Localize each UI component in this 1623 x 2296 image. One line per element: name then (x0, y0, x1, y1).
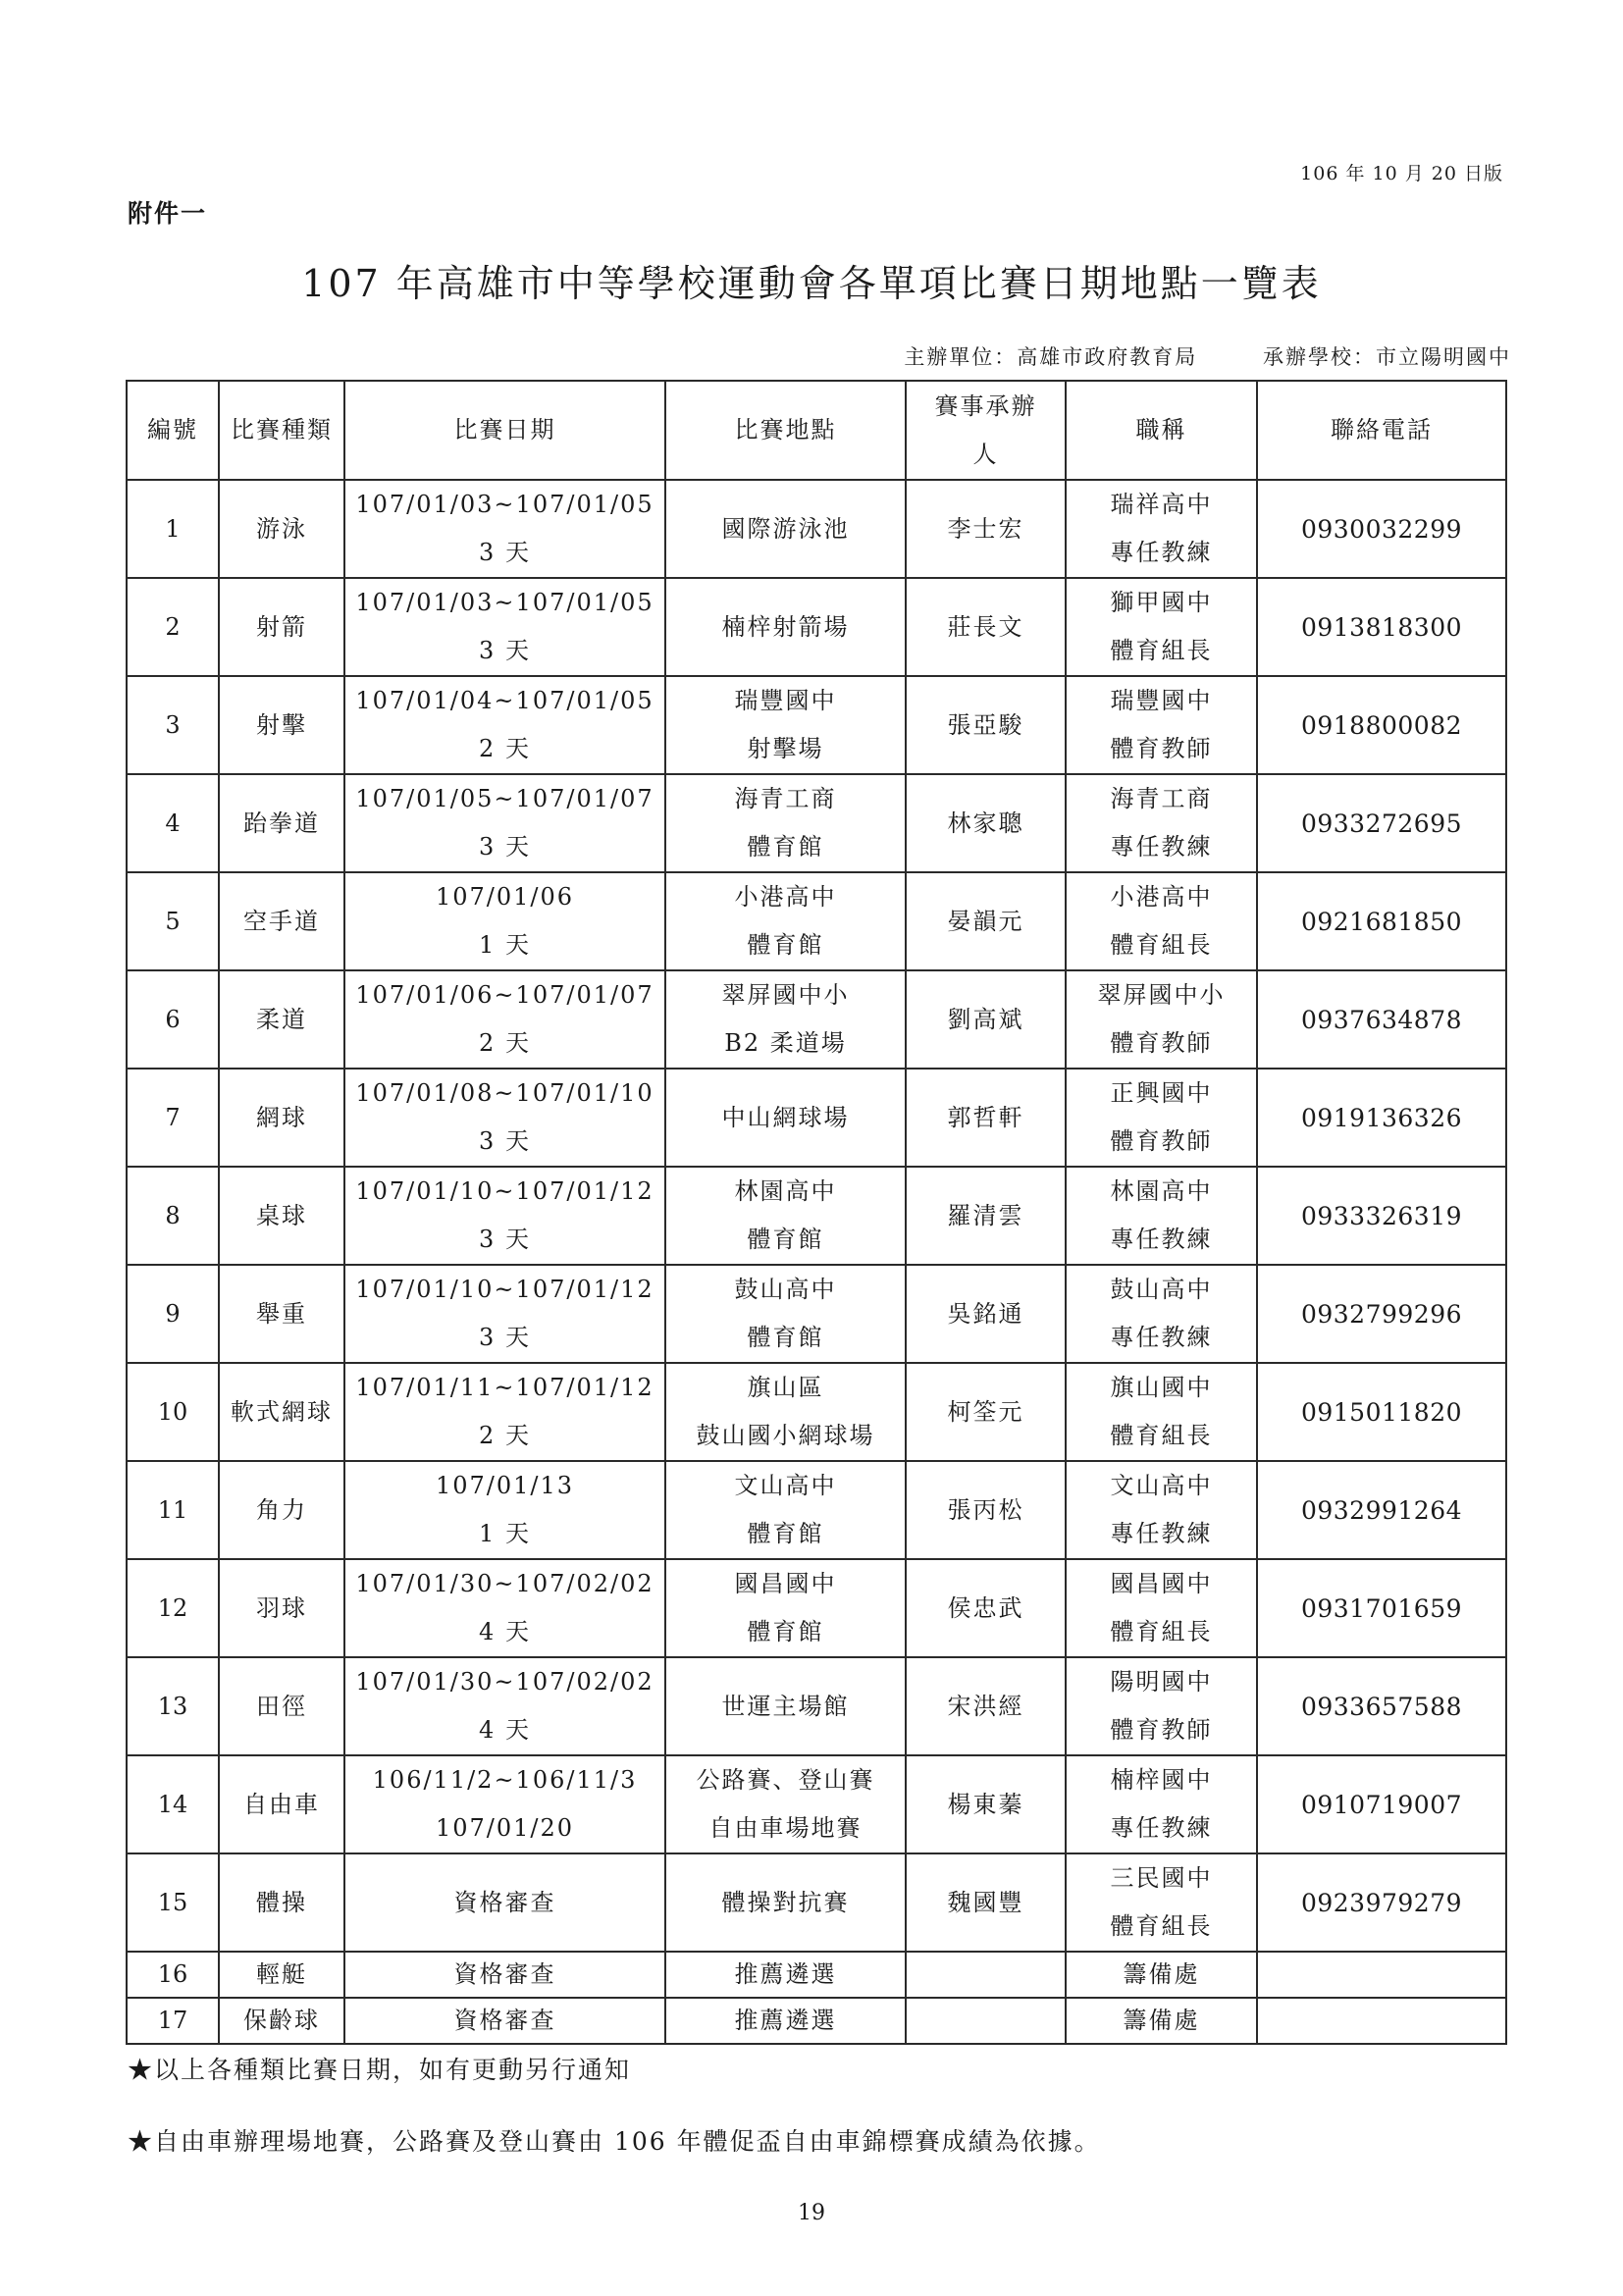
cell-sport: 自由車 (219, 1755, 344, 1853)
table-row (127, 1363, 1506, 1461)
cell-date-line1: 107/01/05~107/01/07 (355, 785, 654, 812)
cell-title (1066, 1755, 1257, 1853)
cell-title-line2: 體育組長 (1110, 637, 1213, 664)
cell-title-line2: 體育組長 (1110, 1618, 1213, 1645)
cell-venue: 推薦遴選 (665, 1952, 906, 1998)
cell-contact: 劉高斌 (906, 970, 1066, 1069)
cell-phone: 0932799296 (1257, 1265, 1506, 1363)
cell-date-line2: 3 天 (479, 637, 531, 664)
cell-date-line1: 107/01/10~107/01/12 (355, 1177, 654, 1205)
cell-title-line2: 專任教練 (1110, 1814, 1213, 1842)
cell-venue-line1: 國昌國中 (734, 1570, 837, 1597)
cell-contact: 柯筌元 (906, 1363, 1066, 1461)
cell-date (344, 1657, 665, 1755)
cell-date-line1: 107/01/08~107/01/10 (355, 1079, 654, 1107)
cell-sport: 體操 (219, 1853, 344, 1952)
cell-phone (1257, 1952, 1506, 1998)
cell-sport: 柔道 (219, 970, 344, 1069)
cell-venue-line2: 鼓山國小網球場 (696, 1422, 875, 1449)
cell-sport: 輕艇 (219, 1952, 344, 1998)
cell-num: 4 (127, 774, 219, 872)
cell-date (344, 1265, 665, 1363)
cell-title-line1: 翠屏國中小 (1097, 981, 1226, 1009)
cell-venue-line1: 旗山區 (747, 1374, 824, 1401)
table-row (127, 872, 1506, 970)
cell-date-line1: 107/01/13 (435, 1472, 575, 1499)
cell-sport: 桌球 (219, 1167, 344, 1265)
cell-title-line1: 陽明國中 (1110, 1668, 1213, 1696)
cell-contact: 張丙松 (906, 1461, 1066, 1559)
cell-title-line1: 瑞豐國中 (1110, 687, 1213, 714)
cell-phone: 0933326319 (1257, 1167, 1506, 1265)
cell-title-line2: 體育教師 (1110, 1029, 1213, 1057)
table-row (127, 1069, 1506, 1167)
header-title: 職稱 (1066, 381, 1257, 480)
cell-title (1066, 970, 1257, 1069)
page-title: 107 年高雄市中等學校運動會各單項比賽日期地點一覽表 (301, 262, 1322, 305)
cell-date-line2: 2 天 (479, 1422, 531, 1449)
cell-num: 9 (127, 1265, 219, 1363)
page-number: 19 (798, 2201, 825, 2225)
cell-date-line2: 2 天 (479, 1029, 531, 1057)
cell-contact: 魏國豐 (906, 1853, 1066, 1952)
cell-date: 資格審查 (344, 1952, 665, 1998)
cell-date-line1: 107/01/30~107/02/02 (355, 1570, 654, 1597)
header-date: 比賽日期 (344, 381, 665, 480)
cell-venue-line2: 體育館 (747, 1226, 824, 1253)
cell-venue-line2: 體育館 (747, 931, 824, 959)
cell-num: 16 (127, 1952, 219, 1998)
cell-num: 13 (127, 1657, 219, 1755)
cell-venue-line2: 射擊場 (747, 735, 824, 762)
table-row (127, 1657, 1506, 1755)
cell-date (344, 872, 665, 970)
cell-title-line1: 鼓山高中 (1110, 1276, 1213, 1303)
cell-venue-line1: 翠屏國中小 (721, 981, 850, 1009)
cell-sport: 網球 (219, 1069, 344, 1167)
cell-sport: 田徑 (219, 1657, 344, 1755)
cell-phone: 0932991264 (1257, 1461, 1506, 1559)
cell-phone: 0913818300 (1257, 578, 1506, 676)
cell-title-line2: 體育組長 (1110, 1422, 1213, 1449)
attachment-label: 附件一 (128, 199, 208, 228)
cell-venue-line2: 體育館 (747, 1520, 824, 1547)
organizers-line (687, 341, 1511, 371)
cell-title (1066, 1853, 1257, 1952)
cell-contact: 楊東蓁 (906, 1755, 1066, 1853)
table-row (127, 1167, 1506, 1265)
header-sport: 比賽種類 (219, 381, 344, 480)
cell-date (344, 676, 665, 774)
cell-title-line2: 體育教師 (1110, 1716, 1213, 1744)
table-row (127, 676, 1506, 774)
cell-contact: 張亞駿 (906, 676, 1066, 774)
cell-sport: 保齡球 (219, 1998, 344, 2044)
cell-num: 3 (127, 676, 219, 774)
cell-date (344, 1559, 665, 1657)
cell-date-line1: 106/11/2~106/11/3 (372, 1766, 638, 1794)
cell-phone: 0919136326 (1257, 1069, 1506, 1167)
cell-venue (665, 774, 906, 872)
cell-date-line1: 107/01/03~107/01/05 (355, 589, 654, 616)
cell-venue (665, 1461, 906, 1559)
cell-sport: 射擊 (219, 676, 344, 774)
cell-venue (665, 872, 906, 970)
cell-title-line1: 楠梓國中 (1110, 1766, 1213, 1794)
cell-date-line2: 3 天 (479, 1324, 531, 1351)
header-contact-line2: 人 (972, 440, 999, 468)
cell-title-line1: 海青工商 (1110, 785, 1213, 812)
cell-phone: 0931701659 (1257, 1559, 1506, 1657)
cell-sport: 舉重 (219, 1265, 344, 1363)
cell-title: 籌備處 (1066, 1952, 1257, 1998)
cell-date: 資格審查 (344, 1853, 665, 1952)
cell-title-line2: 專任教練 (1110, 1520, 1213, 1547)
cell-date-line1: 107/01/03~107/01/05 (355, 491, 654, 518)
cell-date-line2: 1 天 (479, 1520, 531, 1547)
host-unit: 主辦單位：高雄市政府教育局 (904, 345, 1198, 369)
cell-contact: 郭哲軒 (906, 1069, 1066, 1167)
organizer-school: 承辦學校：市立陽明國中 (1263, 345, 1511, 369)
cell-title-line2: 體育組長 (1110, 1912, 1213, 1940)
cell-title-line2: 專任教練 (1110, 833, 1213, 861)
cell-sport: 空手道 (219, 872, 344, 970)
cell-date-line2: 3 天 (479, 539, 531, 566)
cell-title (1066, 1461, 1257, 1559)
cell-date-line1: 107/01/10~107/01/12 (355, 1276, 654, 1303)
cell-num: 7 (127, 1069, 219, 1167)
header-contact (906, 381, 1066, 480)
table-row (127, 1265, 1506, 1363)
cell-num: 8 (127, 1167, 219, 1265)
cell-venue-line1: 公路賽、登山賽 (696, 1766, 875, 1794)
cell-title-line2: 體育教師 (1110, 1127, 1213, 1155)
cell-venue-line2: 自由車場地賽 (708, 1814, 863, 1842)
version-date: 106 年 10 月 20 日版 (1300, 163, 1503, 184)
cell-venue-line1: 小港高中 (734, 883, 837, 911)
header-contact-line1: 賽事承辦 (934, 391, 1037, 420)
cell-title (1066, 872, 1257, 970)
cell-date (344, 1167, 665, 1265)
cell-title-line1: 文山高中 (1110, 1472, 1213, 1499)
cell-venue-line2: 體育館 (747, 1618, 824, 1645)
table-row (127, 1952, 1506, 1998)
cell-contact: 吳銘通 (906, 1265, 1066, 1363)
cell-title (1066, 578, 1257, 676)
cell-contact: 侯忠武 (906, 1559, 1066, 1657)
cell-venue (665, 1559, 906, 1657)
cell-title (1066, 1657, 1257, 1755)
cell-venue-line2: 體育館 (747, 833, 824, 861)
cell-contact: 林家聰 (906, 774, 1066, 872)
cell-phone: 0921681850 (1257, 872, 1506, 970)
cell-title-line1: 正興國中 (1110, 1079, 1213, 1107)
cell-contact: 宋洪經 (906, 1657, 1066, 1755)
cell-date (344, 1461, 665, 1559)
cell-title-line1: 三民國中 (1110, 1864, 1213, 1892)
cell-num: 17 (127, 1998, 219, 2044)
note-schedule-change: ★以上各種類比賽日期，如有更動另行通知 (128, 2056, 632, 2084)
cell-num: 14 (127, 1755, 219, 1853)
cell-title-line2: 體育組長 (1110, 931, 1213, 959)
cell-title-line1: 國昌國中 (1110, 1570, 1213, 1597)
cell-phone: 0915011820 (1257, 1363, 1506, 1461)
cell-date-line2: 3 天 (479, 1127, 531, 1155)
cell-title-line1: 旗山國中 (1110, 1374, 1213, 1401)
schedule-table (126, 380, 1507, 2045)
cell-num: 10 (127, 1363, 219, 1461)
cell-contact (906, 1952, 1066, 1998)
header-venue: 比賽地點 (665, 381, 906, 480)
table-row (127, 774, 1506, 872)
cell-title (1066, 1069, 1257, 1167)
cell-title (1066, 1363, 1257, 1461)
cell-phone: 0923979279 (1257, 1853, 1506, 1952)
table-row (127, 578, 1506, 676)
cell-title (1066, 480, 1257, 578)
cell-date: 資格審查 (344, 1998, 665, 2044)
cell-num: 15 (127, 1853, 219, 1952)
cell-title-line2: 專任教練 (1110, 1324, 1213, 1351)
cell-phone: 0918800082 (1257, 676, 1506, 774)
cell-contact (906, 1998, 1066, 2044)
cell-num: 5 (127, 872, 219, 970)
table-row (127, 1998, 1506, 2044)
cell-title-line1: 獅甲國中 (1110, 589, 1213, 616)
cell-title-line1: 瑞祥高中 (1110, 491, 1213, 518)
cell-venue-line1: 鼓山高中 (734, 1276, 837, 1303)
header-num: 編號 (127, 381, 219, 480)
cell-title-line2: 專任教練 (1110, 1226, 1213, 1253)
cell-venue: 體操對抗賽 (665, 1853, 906, 1952)
cell-venue (665, 1167, 906, 1265)
cell-venue (665, 1265, 906, 1363)
cell-phone: 0937634878 (1257, 970, 1506, 1069)
cell-phone (1257, 1998, 1506, 2044)
cell-date-line2: 107/01/20 (435, 1814, 575, 1842)
cell-venue-line2: 體育館 (747, 1324, 824, 1351)
table-row (127, 1853, 1506, 1952)
cell-venue-line1: 文山高中 (734, 1472, 837, 1499)
cell-venue: 楠梓射箭場 (665, 578, 906, 676)
cell-venue (665, 970, 906, 1069)
cell-sport: 跆拳道 (219, 774, 344, 872)
cell-title: 籌備處 (1066, 1998, 1257, 2044)
cell-date (344, 1755, 665, 1853)
cell-venue (665, 1755, 906, 1853)
cell-venue: 推薦遴選 (665, 1998, 906, 2044)
cell-sport: 射箭 (219, 578, 344, 676)
cell-num: 1 (127, 480, 219, 578)
cell-date-line1: 107/01/11~107/01/12 (355, 1374, 654, 1401)
cell-title-line2: 專任教練 (1110, 539, 1213, 566)
cell-phone: 0933272695 (1257, 774, 1506, 872)
cell-date (344, 1069, 665, 1167)
cell-date-line2: 2 天 (479, 735, 531, 762)
table-row (127, 480, 1506, 578)
cell-title (1066, 774, 1257, 872)
header-phone: 聯絡電話 (1257, 381, 1506, 480)
cell-venue: 世運主場館 (665, 1657, 906, 1755)
cell-date-line1: 107/01/30~107/02/02 (355, 1668, 654, 1696)
cell-num: 12 (127, 1559, 219, 1657)
cell-title (1066, 1265, 1257, 1363)
cell-sport: 角力 (219, 1461, 344, 1559)
cell-title-line1: 林園高中 (1110, 1177, 1213, 1205)
cell-phone: 0910719007 (1257, 1755, 1506, 1853)
cell-title-line1: 小港高中 (1110, 883, 1213, 911)
cell-date (344, 774, 665, 872)
cell-date-line2: 1 天 (479, 931, 531, 959)
cell-contact: 莊長文 (906, 578, 1066, 676)
cell-title (1066, 1559, 1257, 1657)
table-row (127, 1755, 1506, 1853)
cell-date-line2: 3 天 (479, 1226, 531, 1253)
cell-venue (665, 676, 906, 774)
cell-venue: 國際游泳池 (665, 480, 906, 578)
cell-venue-line1: 海青工商 (734, 785, 837, 812)
cell-sport: 羽球 (219, 1559, 344, 1657)
cell-sport: 游泳 (219, 480, 344, 578)
cell-title (1066, 1167, 1257, 1265)
cell-date-line2: 4 天 (479, 1716, 531, 1744)
cell-sport: 軟式網球 (219, 1363, 344, 1461)
cell-contact: 李士宏 (906, 480, 1066, 578)
cell-venue-line2: B2 柔道場 (724, 1029, 847, 1057)
cell-num: 6 (127, 970, 219, 1069)
cell-contact: 晏韻元 (906, 872, 1066, 970)
note-cycling: ★自由車辦理場地賽，公路賽及登山賽由 106 年體促盃自由車錦標賽成績為依據。 (128, 2127, 1101, 2156)
cell-venue (665, 1363, 906, 1461)
cell-phone: 0933657588 (1257, 1657, 1506, 1755)
cell-num: 2 (127, 578, 219, 676)
cell-date-line2: 4 天 (479, 1618, 531, 1645)
table-row (127, 1559, 1506, 1657)
cell-date (344, 970, 665, 1069)
cell-title (1066, 676, 1257, 774)
table-header-row (127, 381, 1506, 480)
cell-date-line1: 107/01/06 (435, 883, 575, 911)
cell-date (344, 1363, 665, 1461)
cell-date-line1: 107/01/04~107/01/05 (355, 687, 654, 714)
cell-phone: 0930032299 (1257, 480, 1506, 578)
table-row (127, 970, 1506, 1069)
cell-contact: 羅清雲 (906, 1167, 1066, 1265)
table-body (127, 480, 1506, 2044)
cell-venue-line1: 林園高中 (734, 1177, 837, 1205)
cell-title-line2: 體育教師 (1110, 735, 1213, 762)
cell-num: 11 (127, 1461, 219, 1559)
cell-date (344, 578, 665, 676)
cell-date-line2: 3 天 (479, 833, 531, 861)
table-row (127, 1461, 1506, 1559)
cell-date (344, 480, 665, 578)
cell-venue-line1: 瑞豐國中 (734, 687, 837, 714)
cell-date-line1: 107/01/06~107/01/07 (355, 981, 654, 1009)
cell-venue: 中山網球場 (665, 1069, 906, 1167)
